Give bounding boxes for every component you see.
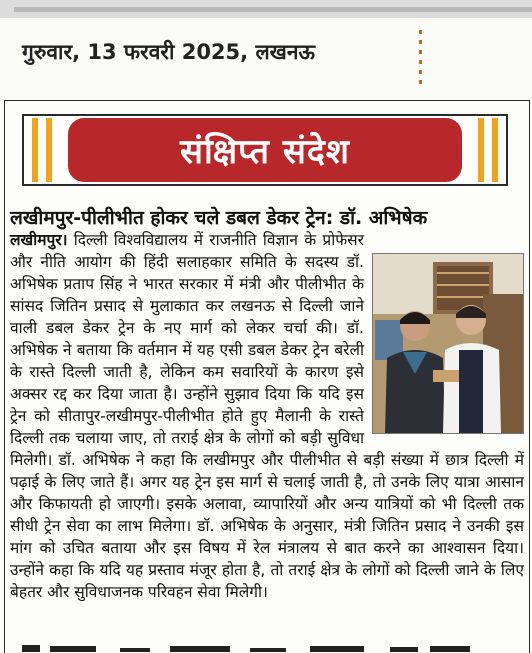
banner-stripe bbox=[32, 118, 38, 182]
next-article-cutoff bbox=[10, 640, 524, 652]
section-banner bbox=[22, 114, 508, 186]
article-headline: लखीमपुर-पीलीभीत होकर चले डबल डेकर ट्रेन: डॉ. अभिषेक bbox=[10, 207, 428, 229]
banner-title-panel bbox=[68, 118, 462, 182]
article-text: दिल्ली विश्वविद्यालय में राजनीति विज्ञान के प्रोफेसर और नीति आयोग की हिंदी सलाहकार समिति के सदस्य डॉ. अभिषेक प्रताप सिंह ने भारत सरकार में मंत्री और पीलीभीत के सांसद जितिन प्रसाद से मुलाकात कर लखनऊ से दिल्ली जाने वाली डबल डेकर ट्रेन के नए मार्ग को लेकर चर्चा की। डॉ. अभिषेक ने बताया कि वर्तमान में यह एसी डबल डेकर ट्रेन बरेली के रास्ते दिल्ली जाती है, लेकिन कम सवारियों के कारण इसे अक्सर रद्द कर दिया जाता है। उन्होंने सुझाव दिया कि यदि इस ट्रेन को सीतापुर-लखीमपुर-पीलीभीत होते हुए मैलानी के रास्ते दिल्ली तक चलाया जाए, तो तराई क्षेत्र के लोगों को बड़ी सुविधा मिलेगी। डॉ. अभिषेक ने कहा कि लखीमपुर और पीलीभीत से बड़ी संख्या में छात्र दिल्ली में पढ़ाई के लिए जाते हैं। अगर यह ट्रेन इस मार्ग से चलाई जाती है, तो उनके लिए यात्रा आसान और किफायती हो जाएगी। इसके अलावा, व्यापारियों और अन्य यात्रियों को भी दिल्ली तक सीधी ट्रेन सेवा का लाभ मिलेगा। डॉ. अभिषेक के अनुसार, मंत्री जितिन प्रसाद ने उनकी इस मांग को उचित बताया और इस विषय में रेल मंत्रालय से बात करने का आश्वासन दिया। उन्होंने कहा कि यदि यह प्रस्ताव मंजूर होता है, तो तराई क्षेत्र के लोगों को दिल्ली जाने के लिए बेहतर और सुविधाजनक परिवहन सेवा मिलेगी। bbox=[10, 231, 524, 601]
article-dateline: लखीमपुर। bbox=[10, 231, 68, 249]
dotted-separator bbox=[419, 30, 423, 90]
banner-stripe bbox=[46, 118, 52, 182]
page-dateline: गुरुवार, 13 फरवरी 2025, लखनऊ bbox=[22, 40, 315, 64]
section-title: संक्षिप्त संदेश bbox=[179, 132, 350, 172]
top-strip bbox=[0, 0, 532, 18]
banner-stripe bbox=[492, 118, 498, 182]
top-rule bbox=[14, 7, 532, 12]
banner-stripe bbox=[478, 118, 484, 182]
article-photo bbox=[372, 253, 524, 434]
